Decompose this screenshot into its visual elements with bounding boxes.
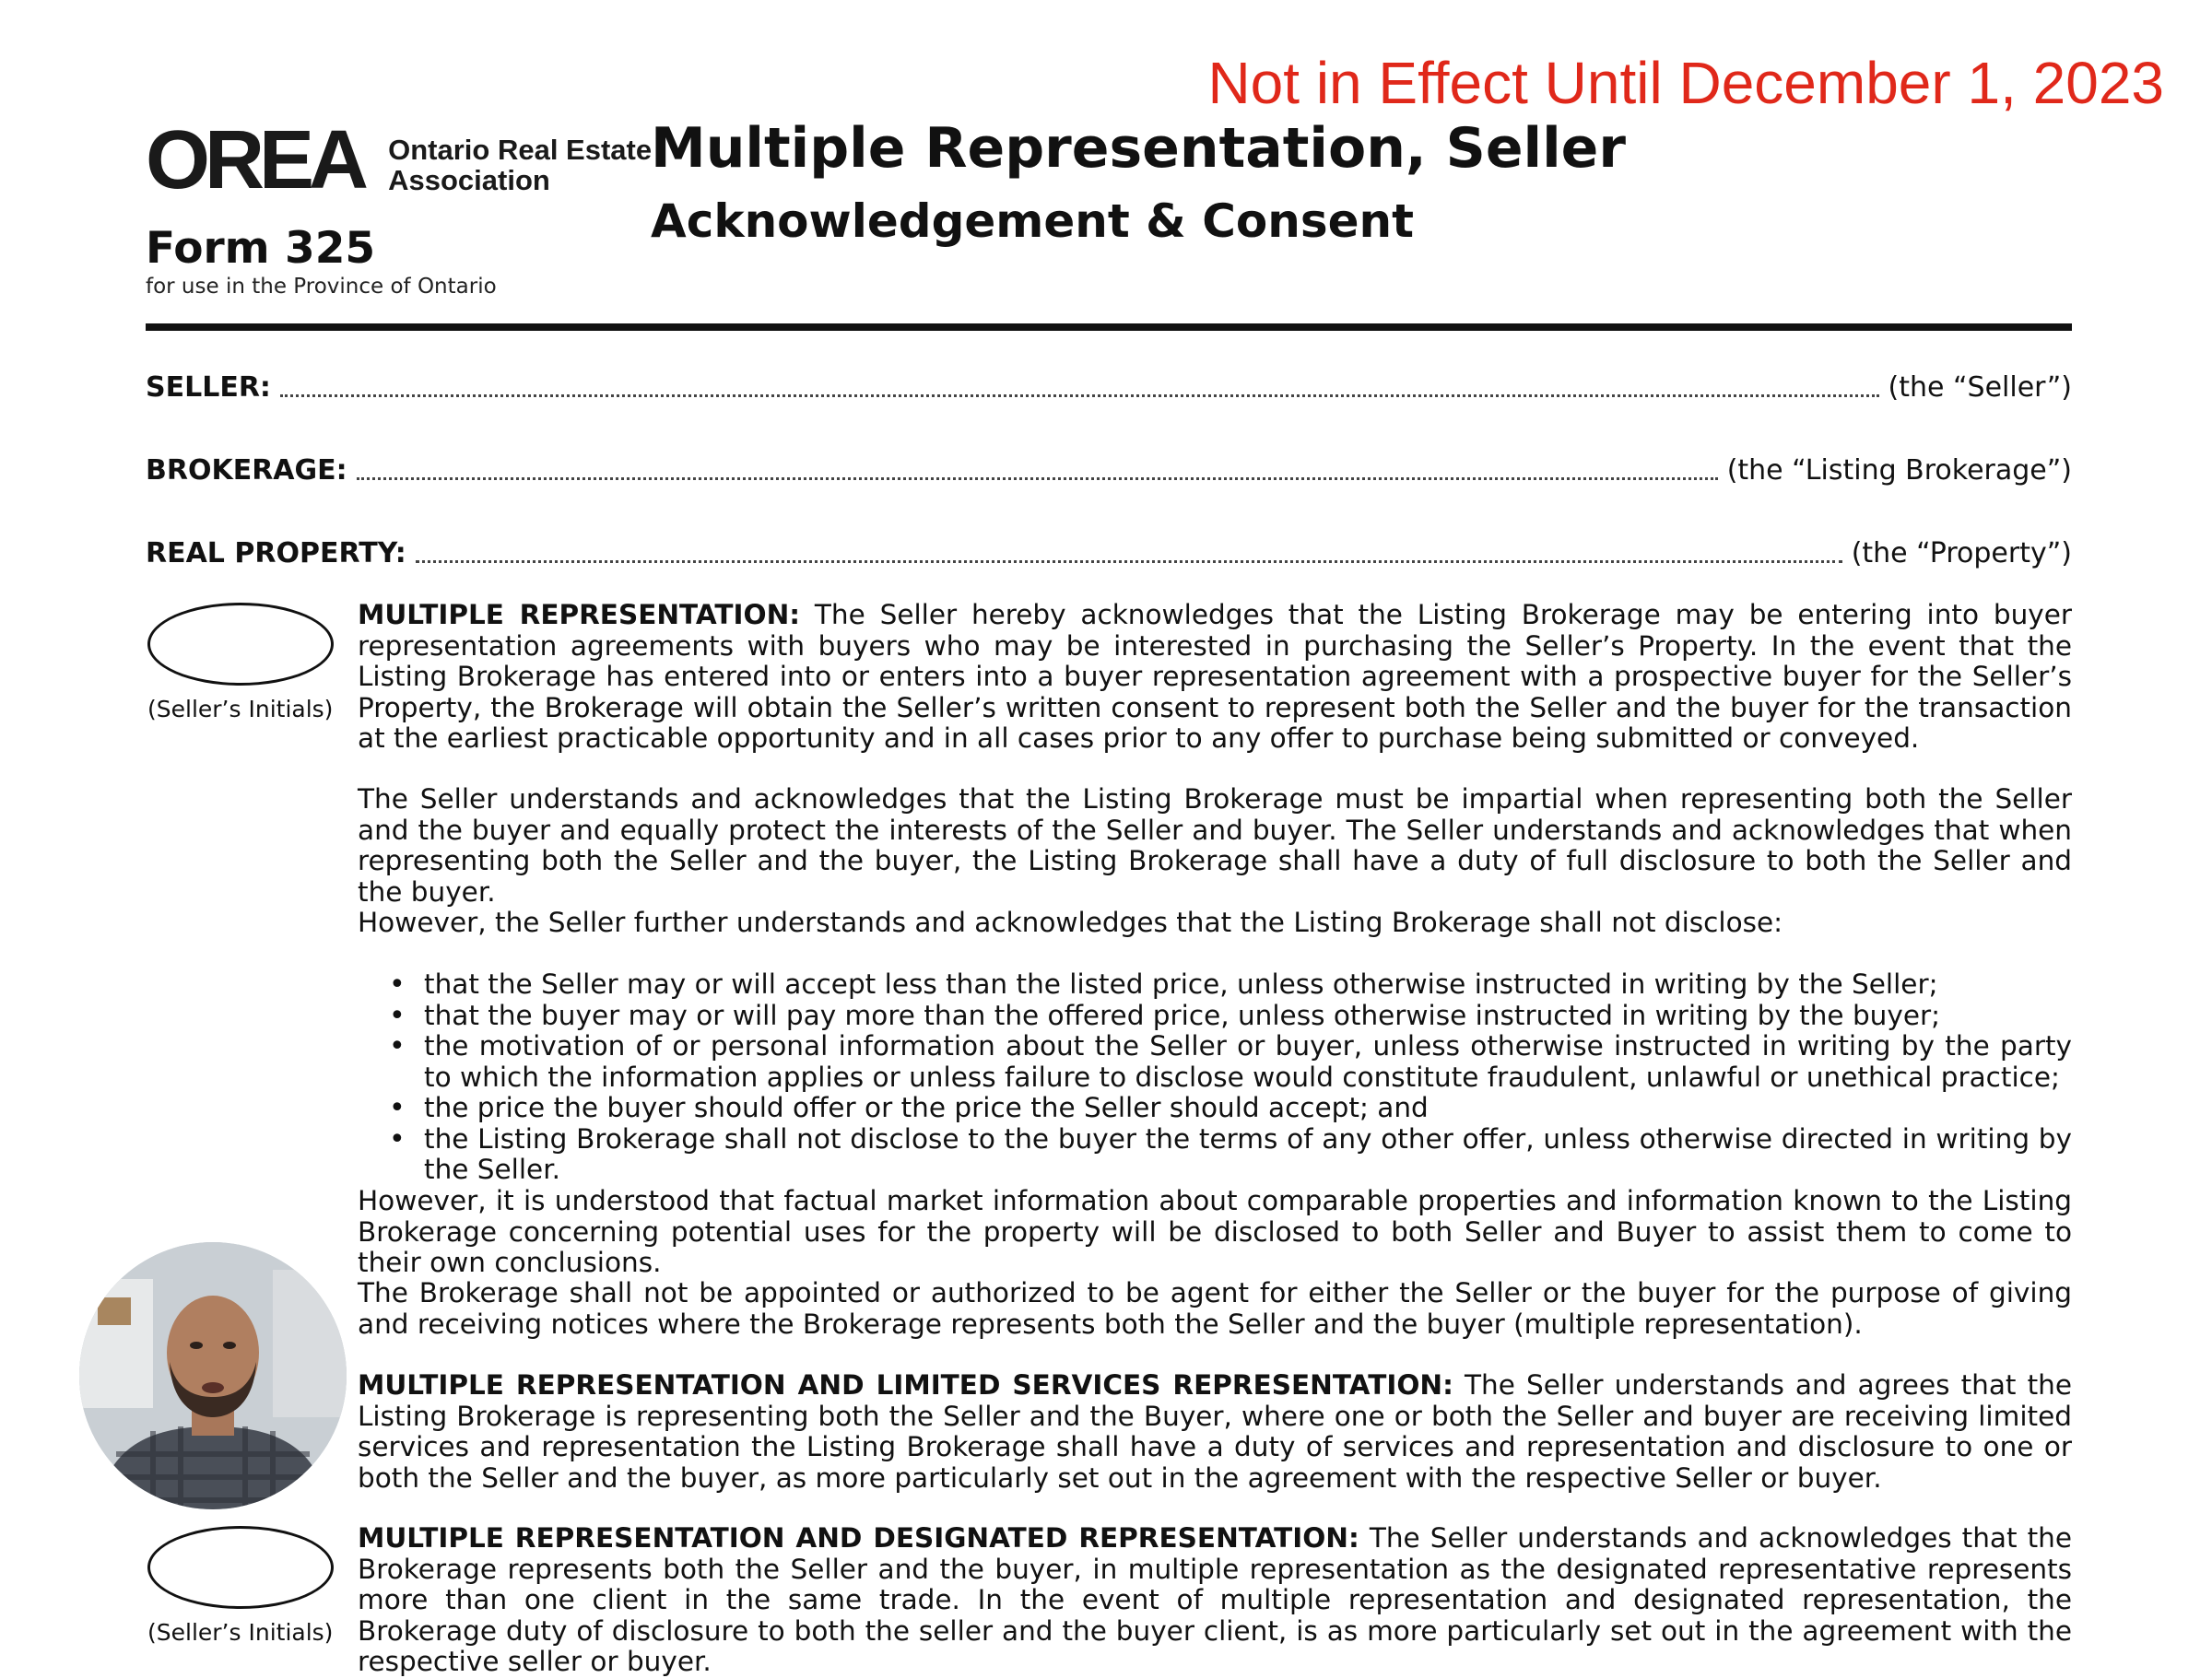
seller-initials-1 — [147, 603, 332, 724]
presenter-video-avatar — [79, 1242, 347, 1509]
initials-oval-2[interactable] — [147, 1526, 334, 1609]
org-name-line2: Association — [388, 164, 550, 196]
impartial-paragraph: The Seller understands and acknowledges that the Listing Brokerage must be impartial when representing both the Seller and the buyer and equally protect the interests of the Seller and buyer. The Seller understands and acknowledges that when representing both the Seller and the buyer, the Listing Brokerage shall have a duty of full disclosure to both the Seller and the buyer. — [358, 783, 2072, 908]
multiple-representation-section — [358, 600, 2072, 755]
multiple-rep-text: The Seller hereby acknowledges that the Listing Brokerage may be entering into buyer representation agreements with buyers who may be interested in purchasing the Seller’s Property. In the event that the Listing Brokerage has entered into or enters into a buyer representation agreement with a prospective buyer for the Seller’s Property, the Brokerage will obtain the Seller’s written consent to represent both the Seller and the buyer for the transaction at the earliest practicable opportunity and in all cases prior to any offer to purchase being submitted or conveyed. — [358, 599, 2072, 754]
property-label: REAL PROPERTY: — [146, 537, 406, 569]
property-field — [146, 532, 2072, 572]
non-disclosure-list — [358, 969, 2072, 1186]
not-disclose-intro: However, the Seller further understands and acknowledges that the Listing Brokerage shall not disclose: — [358, 907, 1783, 938]
orea-logo — [146, 114, 653, 206]
seller-input-line[interactable] — [280, 394, 1879, 397]
form-title: Multiple Representation, Seller — [651, 116, 1626, 181]
list-item: • the price the buyer should offer or the price the Seller should accept; and — [424, 1093, 2072, 1124]
orea-org-name — [388, 134, 653, 196]
property-role: (the “Property”) — [1851, 537, 2072, 569]
list-item: • the Listing Brokerage shall not disclose to the buyer the terms of any other offer, unless otherwise directed in writing by the Seller. — [424, 1124, 2072, 1186]
limited-services-text: The Seller understands and agrees that the Listing Brokerage is representing both the Seller and the Buyer, where one or both the Seller and buyer are receiving limited services and representation the Listing Brokerage shall have a duty of services and representation and disclosure to one or both the Seller and the buyer, as more particularly set out in the agreement with the respective Seller or buyer. — [358, 1369, 2073, 1494]
orea-logo-mark: OREA — [146, 114, 364, 206]
header-rule — [146, 323, 2072, 331]
form-usage: for use in the Province of Ontario — [146, 275, 497, 299]
limited-services-section — [358, 1370, 2072, 1494]
presenter-illustration — [79, 1242, 347, 1509]
designated-representation-section — [358, 1523, 2072, 1678]
not-appointed-paragraph: The Brokerage shall not be appointed or authorized to be agent for either the Seller or the buyer for the purpose of giving and receiving notices where the Brokerage represents both the Seller and the buyer (multiple representation). — [358, 1277, 2072, 1340]
designated-text: The Seller understands and acknowledges that the Brokerage represents both the Seller and the buyer, in multiple representation as the designated representative represents more than one client in the same trade. In the event of multiple representation and designated representation, the Brokerage duty of disclosure to both the seller and the buyer client, is as more particularly set out in the agreement with the respective seller or buyer. — [358, 1522, 2072, 1677]
seller-field — [146, 366, 2072, 406]
market-info-paragraph: However, it is understood that factual market information about comparable properties and information known to the Listing Brokerage concerning potential uses for the property will be disclosed to both Seller and Buyer to assist them to come to their own conclusions. — [358, 1185, 2072, 1278]
initials-label-2: (Seller’s Initials) — [147, 1619, 334, 1646]
list-item: • that the buyer may or will pay more than the offered price, unless otherwise instructed in writing by the buyer; — [424, 1001, 2072, 1032]
org-name-line1: Ontario Real Estate — [388, 134, 653, 166]
initials-oval-1[interactable] — [147, 603, 334, 686]
brokerage-input-line[interactable] — [357, 477, 1718, 480]
brokerage-label: BROKERAGE: — [146, 454, 347, 487]
designated-heading: MULTIPLE REPRESENTATION AND DESIGNATED REPRESENTATION: — [358, 1522, 1359, 1554]
limited-services-heading: MULTIPLE REPRESENTATION AND LIMITED SERVICES REPRESENTATION: — [358, 1369, 1453, 1401]
multiple-rep-heading: MULTIPLE REPRESENTATION: — [358, 599, 801, 630]
form-number: Form 325 — [146, 223, 376, 274]
brokerage-field — [146, 449, 2072, 489]
seller-label: SELLER: — [146, 371, 271, 404]
form-subtitle: Acknowledgement & Consent — [651, 194, 1415, 248]
seller-role: (the “Seller”) — [1888, 371, 2072, 404]
seller-initials-2 — [147, 1526, 332, 1648]
list-item: • that the Seller may or will accept less than the listed price, unless otherwise instructed in writing by the Seller; — [424, 969, 2072, 1001]
brokerage-role: (the “Listing Brokerage”) — [1726, 454, 2072, 487]
list-item: • the motivation of or personal information about the Seller or buyer, unless otherwise instructed in writing by the party to which the information applies or unless failure to disclose would constitute fraudulent, unlawful or unethical practice; — [424, 1031, 2072, 1093]
property-input-line[interactable] — [416, 560, 1842, 563]
initials-label-1: (Seller’s Initials) — [147, 696, 334, 722]
effective-date-notice: Not in Effect Until December 1, 2023 — [1207, 50, 2164, 116]
